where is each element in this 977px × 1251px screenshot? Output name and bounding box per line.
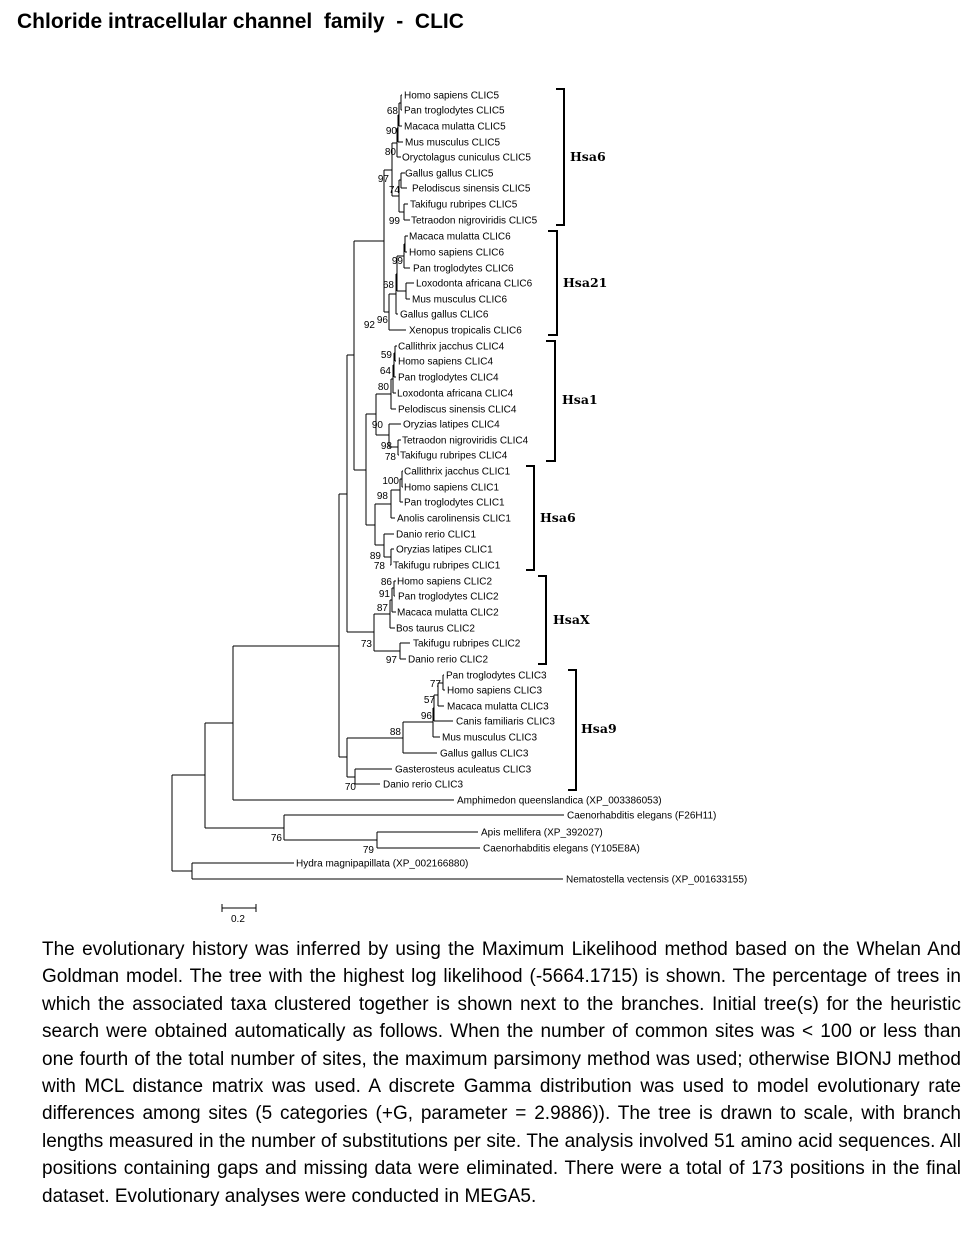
clade-bracket (546, 341, 555, 461)
taxon-label: Homo sapiens CLIC3 (447, 685, 543, 697)
taxon-label: Gallus gallus CLIC5 (405, 168, 494, 180)
taxon-label: Oryctolagus cuniculus CLIC5 (402, 152, 531, 164)
taxon-label: Hydra magnipapillata (XP_002166880) (296, 858, 469, 870)
bootstrap-value: 90 (371, 420, 383, 431)
branch (339, 494, 347, 757)
scale-bar (222, 904, 256, 912)
branch (405, 236, 408, 252)
bootstrap-value: 80 (377, 382, 389, 393)
taxon-label: Caenorhabditis elegans (Y105E8A) (483, 843, 640, 855)
taxon-label: Anolis carolinensis CLIC1 (397, 513, 511, 525)
clade-bracket (538, 576, 546, 664)
branch (402, 471, 403, 487)
bootstrap-value: 98 (380, 441, 392, 452)
bootstrap-value: 97 (377, 174, 389, 185)
taxon-label: Homo sapiens CLIC2 (397, 576, 493, 588)
taxon-label: Loxodonta africana CLIC6 (416, 278, 533, 290)
branch (233, 646, 454, 800)
bootstrap-value: 76 (270, 833, 282, 844)
taxon-label: Callithrix jacchus CLIC1 (404, 466, 511, 478)
branch (377, 832, 480, 848)
clade-label: Hsa21 (563, 275, 608, 290)
bootstrap-value: 79 (362, 845, 374, 856)
taxon-label: Callithrix jacchus CLIC4 (398, 341, 505, 353)
taxon-label: Loxodonta africana CLIC4 (397, 388, 514, 400)
page-title: Chloride intracellular channel family - CLIC (17, 10, 464, 33)
taxon-label: Macaca mulatta CLIC5 (404, 121, 506, 133)
clade-label: Hsa1 (562, 392, 598, 407)
bootstrap-value: 86 (380, 577, 392, 588)
bootstrap-value: 74 (388, 185, 400, 196)
taxon-label: Macaca mulatta CLIC2 (397, 607, 499, 619)
taxon-label: Homo sapiens CLIC5 (404, 90, 500, 102)
branch (443, 675, 445, 690)
bootstrap-value: 59 (380, 350, 392, 361)
taxon-label: Amphimedon queenslandica (XP_003386053) (457, 795, 662, 807)
taxon-label: Takifugu rubripes CLIC5 (410, 199, 518, 211)
taxon-label: Pan troglodytes CLIC5 (404, 105, 505, 117)
taxon-label: Danio rerio CLIC3 (383, 779, 464, 791)
bootstrap-value: 73 (360, 639, 372, 650)
clade-bracket (548, 231, 557, 335)
clade-bracket (556, 89, 564, 225)
bootstrap-value: 57 (423, 695, 435, 706)
taxon-label: Mus musculus CLIC3 (442, 732, 538, 744)
bootstrap-value: 64 (379, 366, 391, 377)
clade-label: HsaX (553, 612, 590, 627)
taxon-label: Homo sapiens CLIC4 (398, 356, 494, 368)
taxon-label: Macaca mulatta CLIC3 (447, 701, 549, 713)
taxon-label: Pelodiscus sinensis CLIC4 (398, 404, 517, 416)
clade-bracket (526, 466, 534, 570)
bootstrap-value: 100 (382, 476, 399, 487)
bootstrap-value: 89 (369, 551, 381, 562)
figure-caption: The evolutionary history was inferred by using the Maximum Likelihood method based on the Whelan And Goldman model. The tree with the highest log likelihood (-5664.1715) is shown. The percentage of trees in which the associated taxa clustered together is shown next to the branches. Initial tree(s) for the heuristic search were obtained automatically as follows. When the number of common sites was < 100 or less than one fourth of the total number of sites, the maximum parsimony method was used; otherwise BIONJ method with MCL distance matrix was used. A discrete Gamma distribution was used to model evolutionary rate differences among sites (5 categories (+G, parameter = 2.9886)). The tree is drawn to scale, with branch lengths measured in the number of substitutions per site. The analysis involved 51 amino acid sequences. All positions containing gaps and missing data were eliminated. There were a total of 173 positions in the final dataset. Evolutionary analyses were conducted in MEGA5. (42, 939, 961, 1207)
branch (395, 346, 397, 361)
taxon-label: Takifugu rubripes CLIC1 (393, 560, 501, 572)
taxon-label: Pan troglodytes CLIC4 (398, 372, 499, 384)
taxon-label: Pan troglodytes CLIC1 (404, 497, 505, 509)
taxon-label: Homo sapiens CLIC1 (404, 482, 500, 494)
bootstrap-value: 99 (388, 216, 400, 227)
bootstrap-value: 96 (376, 315, 388, 326)
taxon-label: Macaca mulatta CLIC6 (409, 231, 511, 243)
taxon-label: Nematostella vectensis (XP_001633155) (566, 874, 748, 886)
taxon-label: Danio rerio CLIC1 (396, 529, 477, 541)
clade-bracket (568, 670, 576, 790)
clade-label: Hsa6 (540, 510, 576, 525)
taxon-label: Pan troglodytes CLIC6 (413, 263, 514, 275)
taxon-label: Pan troglodytes CLIC2 (398, 591, 499, 603)
taxon-label: Danio rerio CLIC2 (408, 654, 489, 666)
branch (401, 95, 402, 110)
bootstrap-value: 99 (391, 256, 403, 267)
branch (375, 504, 391, 545)
taxa-labels (296, 91, 747, 886)
taxon-label: Mus musculus CLIC5 (405, 137, 501, 149)
taxon-label: Oryzias latipes CLIC4 (403, 419, 500, 431)
taxon-label: Tetraodon nigroviridis CLIC4 (402, 435, 529, 447)
taxon-label: Bos taurus CLIC2 (396, 623, 475, 635)
bootstrap-value: 87 (376, 603, 388, 614)
branch (384, 534, 394, 557)
taxon-label: Apis mellifera (XP_392027) (481, 827, 603, 839)
taxon-label: Pelodiscus sinensis CLIC5 (412, 183, 531, 195)
bootstrap-value: 96 (420, 711, 432, 722)
taxon-label: Takifugu rubripes CLIC4 (400, 450, 508, 462)
taxon-label: Canis familiaris CLIC3 (456, 716, 555, 728)
bootstrap-value: 91 (378, 589, 390, 600)
scale-bar-label: 0.2 (231, 914, 245, 925)
taxon-label: Oryzias latipes CLIC1 (396, 544, 493, 556)
bootstrap-value: 88 (389, 727, 401, 738)
bootstrap-value: 68 (382, 280, 394, 291)
bootstrap-value: 68 (386, 106, 398, 117)
bootstrap-value: 77 (429, 679, 441, 690)
bootstrap-value: 70 (344, 782, 356, 793)
branch (354, 241, 384, 470)
taxon-label: Caenorhabditis elegans (F26H11) (567, 810, 717, 822)
taxon-label: Gasterosteus aculeatus CLIC3 (395, 764, 532, 776)
taxon-label: Xenopus tropicalis CLIC6 (409, 325, 522, 337)
taxon-label: Homo sapiens CLIC6 (409, 247, 505, 259)
taxon-label: Gallus gallus CLIC6 (400, 309, 489, 321)
bootstrap-value: 80 (384, 147, 396, 158)
bootstrap-value: 78 (384, 452, 396, 463)
bootstrap-value: 78 (373, 561, 385, 572)
branch (403, 722, 437, 753)
clade-label: Hsa6 (570, 149, 606, 164)
bootstrap-value: 90 (385, 126, 397, 137)
bootstrap-value: 98 (376, 491, 388, 502)
branch (394, 581, 396, 596)
tree-branches (172, 89, 576, 912)
taxon-label: Takifugu rubripes CLIC2 (413, 638, 521, 650)
clade-labels (540, 149, 617, 736)
branch (347, 355, 374, 632)
taxon-label: Mus musculus CLIC6 (412, 294, 508, 306)
taxon-label: Tetraodon nigroviridis CLIC5 (411, 215, 538, 227)
clade-label: Hsa9 (581, 721, 617, 736)
bootstrap-value: 97 (385, 655, 397, 666)
taxon-label: Gallus gallus CLIC3 (440, 748, 529, 760)
branch (172, 775, 205, 871)
taxon-label: Pan troglodytes CLIC3 (446, 670, 547, 682)
bootstrap-value: 92 (363, 320, 375, 331)
branch (205, 723, 284, 828)
